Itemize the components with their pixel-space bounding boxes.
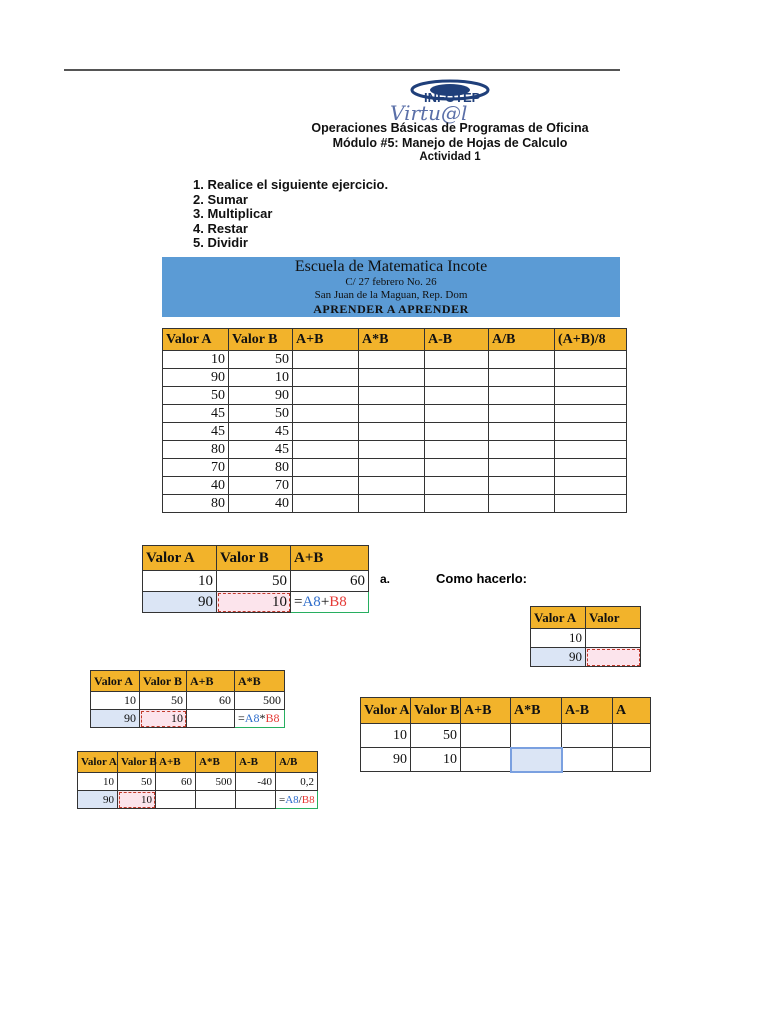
- cell[interactable]: 50: [229, 351, 293, 369]
- cell[interactable]: [359, 351, 425, 369]
- cell[interactable]: [359, 423, 425, 441]
- cell[interactable]: 90: [163, 369, 229, 387]
- cell[interactable]: [359, 441, 425, 459]
- example-right-wrap: [360, 697, 627, 773]
- header-sub[interactable]: A-B: [562, 698, 613, 724]
- header-avg[interactable]: (A+B)/8: [555, 329, 627, 351]
- cell[interactable]: 70: [163, 459, 229, 477]
- cell[interactable]: [489, 459, 555, 477]
- example-small-table: [530, 606, 641, 667]
- cell[interactable]: 80: [163, 441, 229, 459]
- table-row: [163, 459, 627, 477]
- cell[interactable]: [425, 477, 489, 495]
- cell[interactable]: 45: [229, 441, 293, 459]
- school-motto: APRENDER A APRENDER: [313, 302, 469, 316]
- header-valor-b[interactable]: Valor B: [118, 752, 156, 773]
- header-valor-b[interactable]: Valor B: [411, 698, 461, 724]
- header-sum[interactable]: A+B: [291, 546, 369, 571]
- header-valor-a[interactable]: Valor A: [163, 329, 229, 351]
- header-valor-a[interactable]: Valor A: [143, 546, 217, 571]
- cell[interactable]: 500: [235, 692, 285, 710]
- formula-ref-b: B8: [265, 711, 280, 725]
- cell[interactable]: 80: [163, 495, 229, 513]
- header-valor-b[interactable]: Valor B: [229, 329, 293, 351]
- main-table-wrap: [162, 328, 620, 516]
- cell[interactable]: 50: [411, 724, 461, 748]
- formula-ref-a: A8: [244, 711, 260, 725]
- cell[interactable]: [425, 405, 489, 423]
- cell[interactable]: 50: [163, 387, 229, 405]
- header-mult[interactable]: A*B: [235, 671, 285, 692]
- cell[interactable]: [489, 405, 555, 423]
- list-item: 2. Sumar: [193, 191, 248, 207]
- header-valor-a[interactable]: Valor A: [531, 607, 586, 629]
- cell[interactable]: [511, 724, 562, 748]
- cell[interactable]: [489, 423, 555, 441]
- header-sub[interactable]: A-B: [236, 752, 276, 773]
- header-valor-a[interactable]: Valor A: [91, 671, 140, 692]
- cell[interactable]: 500: [196, 773, 236, 791]
- cell[interactable]: [293, 477, 359, 495]
- header-sum[interactable]: A+B: [293, 329, 359, 351]
- cell[interactable]: 10: [531, 629, 586, 648]
- cell[interactable]: 10: [411, 748, 461, 772]
- cell[interactable]: [359, 369, 425, 387]
- header-sum[interactable]: A+B: [187, 671, 235, 692]
- cell[interactable]: [196, 791, 236, 809]
- cell[interactable]: [293, 441, 359, 459]
- cell[interactable]: 80: [229, 459, 293, 477]
- header-sum[interactable]: A+B: [461, 698, 511, 724]
- logo-script: Virtu@l: [390, 101, 468, 125]
- cell[interactable]: [293, 459, 359, 477]
- header-valor-b[interactable]: Valor B: [140, 671, 187, 692]
- list-item: 3. Multiplicar: [193, 206, 273, 222]
- cell[interactable]: [489, 351, 555, 369]
- cell[interactable]: [425, 369, 489, 387]
- how-label: Como hacerlo:: [436, 571, 528, 586]
- cell[interactable]: 10: [91, 692, 140, 710]
- cell[interactable]: [489, 387, 555, 405]
- cell-a8[interactable]: 90: [91, 710, 140, 728]
- cell[interactable]: [359, 459, 425, 477]
- header-valor-a[interactable]: Valor A: [78, 752, 118, 773]
- cell[interactable]: 45: [229, 423, 293, 441]
- table-row: [163, 387, 627, 405]
- table-row: [163, 477, 627, 495]
- table-row: [163, 423, 627, 441]
- cell[interactable]: [562, 724, 613, 748]
- cell[interactable]: [555, 477, 627, 495]
- cell-a8[interactable]: 90: [531, 648, 586, 667]
- cell[interactable]: [555, 459, 627, 477]
- cell[interactable]: 45: [163, 405, 229, 423]
- cell[interactable]: 0,2: [276, 773, 318, 791]
- example-small-wrap: [530, 606, 620, 670]
- cell[interactable]: [562, 748, 613, 772]
- table-row: [163, 441, 627, 459]
- instruction-list: [193, 178, 388, 251]
- header-activity: Actividad 1: [419, 151, 481, 163]
- header-valor-b[interactable]: Valor B: [217, 546, 291, 571]
- cell[interactable]: -40: [236, 773, 276, 791]
- header-sum[interactable]: A+B: [156, 752, 196, 773]
- cell[interactable]: [461, 724, 511, 748]
- cell[interactable]: [425, 441, 489, 459]
- table-row: [163, 495, 627, 513]
- formula-cell[interactable]: [276, 791, 318, 809]
- header-div[interactable]: A/B: [276, 752, 318, 773]
- cell[interactable]: [359, 495, 425, 513]
- cell[interactable]: 50: [229, 405, 293, 423]
- cell[interactable]: [613, 724, 651, 748]
- header-valor-a[interactable]: Valor A: [361, 698, 411, 724]
- cell[interactable]: [555, 351, 627, 369]
- top-rule: [64, 69, 620, 71]
- cell[interactable]: 10: [78, 773, 118, 791]
- formula-cell[interactable]: [235, 710, 285, 728]
- table-row: [163, 351, 627, 369]
- cell[interactable]: 45: [163, 423, 229, 441]
- cell[interactable]: [293, 405, 359, 423]
- cell[interactable]: [425, 423, 489, 441]
- table-row: [163, 405, 627, 423]
- cell[interactable]: 60: [187, 692, 235, 710]
- formula-ref-a: A8: [302, 593, 321, 610]
- formula-eq: =: [294, 593, 303, 610]
- header-mult[interactable]: A*B: [196, 752, 236, 773]
- cell-b8[interactable]: 10: [118, 791, 156, 809]
- list-item: 5. Dividir: [193, 235, 248, 251]
- cell[interactable]: 90: [229, 387, 293, 405]
- cell[interactable]: [359, 477, 425, 495]
- cell[interactable]: 60: [156, 773, 196, 791]
- school-address-1: C/ 27 febrero No. 26: [345, 276, 437, 288]
- school-address-2: San Juan de la Maguan, Rep. Dom: [314, 289, 468, 301]
- cell[interactable]: [555, 369, 627, 387]
- example-sum-table: [142, 545, 369, 613]
- school-name: Escuela de Matematica Incote: [294, 258, 488, 275]
- cell[interactable]: [555, 495, 627, 513]
- cell[interactable]: [156, 791, 196, 809]
- cell[interactable]: 70: [229, 477, 293, 495]
- cell[interactable]: 40: [163, 477, 229, 495]
- cell[interactable]: [555, 387, 627, 405]
- formula-op: *: [259, 711, 266, 725]
- main-table: [162, 328, 627, 513]
- selected-cell[interactable]: [511, 748, 562, 772]
- cell[interactable]: [359, 405, 425, 423]
- cell[interactable]: 10: [143, 571, 217, 592]
- header-valor-b[interactable]: Valor: [586, 607, 641, 629]
- formula-ref-b: B8: [301, 793, 315, 806]
- cell[interactable]: 10: [361, 724, 411, 748]
- formula-ref-b: B8: [329, 593, 347, 610]
- cell[interactable]: 50: [118, 773, 156, 791]
- how-letter: a.: [380, 572, 391, 586]
- school-banner: [162, 257, 620, 317]
- example-mult-table: [90, 670, 285, 728]
- cell[interactable]: 50: [140, 692, 187, 710]
- header-mult[interactable]: A*B: [359, 329, 425, 351]
- cell[interactable]: [293, 495, 359, 513]
- table-row: [163, 369, 627, 387]
- infotep-logo: [380, 76, 505, 124]
- cell[interactable]: [236, 791, 276, 809]
- cell[interactable]: 50: [217, 571, 291, 592]
- cell[interactable]: 90: [361, 748, 411, 772]
- formula-op: +: [320, 593, 330, 610]
- cell[interactable]: 40: [229, 495, 293, 513]
- header-sub[interactable]: A-B: [425, 329, 489, 351]
- cell[interactable]: [425, 495, 489, 513]
- cell[interactable]: [586, 629, 641, 648]
- cell[interactable]: [489, 495, 555, 513]
- cell-a8[interactable]: 90: [78, 791, 118, 809]
- cell[interactable]: [613, 748, 651, 772]
- logo-brand: INFOTEP: [424, 90, 481, 105]
- cell[interactable]: [425, 387, 489, 405]
- cell[interactable]: [425, 459, 489, 477]
- cell-b8[interactable]: [586, 648, 641, 667]
- formula-cell[interactable]: [291, 592, 369, 613]
- cell[interactable]: [293, 423, 359, 441]
- list-item: 1. Realice el siguiente ejercicio.: [193, 177, 389, 192]
- cell[interactable]: [461, 748, 511, 772]
- cell[interactable]: [293, 369, 359, 387]
- formula-op: /: [298, 793, 302, 806]
- cell[interactable]: [555, 423, 627, 441]
- example-right-table: [360, 697, 651, 773]
- formula-eq: =: [238, 711, 245, 725]
- cell-b8[interactable]: 10: [217, 592, 291, 613]
- formula-ref-a: A8: [285, 793, 299, 806]
- cell[interactable]: [293, 351, 359, 369]
- cell[interactable]: [187, 710, 235, 728]
- cell[interactable]: 10: [229, 369, 293, 387]
- header-module: Módulo #5: Manejo de Hojas de Calculo: [332, 136, 568, 150]
- cell[interactable]: [489, 369, 555, 387]
- cell-b8[interactable]: 10: [140, 710, 187, 728]
- cell[interactable]: 60: [291, 571, 369, 592]
- formula-eq: =: [279, 793, 286, 806]
- cell[interactable]: [293, 387, 359, 405]
- cell[interactable]: [555, 405, 627, 423]
- header-cut[interactable]: A: [613, 698, 651, 724]
- cell-a8[interactable]: 90: [143, 592, 217, 613]
- cell[interactable]: 10: [163, 351, 229, 369]
- cell[interactable]: [425, 351, 489, 369]
- header-mult[interactable]: A*B: [511, 698, 562, 724]
- example-div-table: [77, 751, 318, 809]
- header-title: Operaciones Básicas de Programas de Oficina: [311, 121, 589, 135]
- cell[interactable]: [359, 387, 425, 405]
- cell[interactable]: [489, 477, 555, 495]
- header-div[interactable]: A/B: [489, 329, 555, 351]
- cell[interactable]: [489, 441, 555, 459]
- list-item: 4. Restar: [193, 220, 248, 236]
- cell[interactable]: [555, 441, 627, 459]
